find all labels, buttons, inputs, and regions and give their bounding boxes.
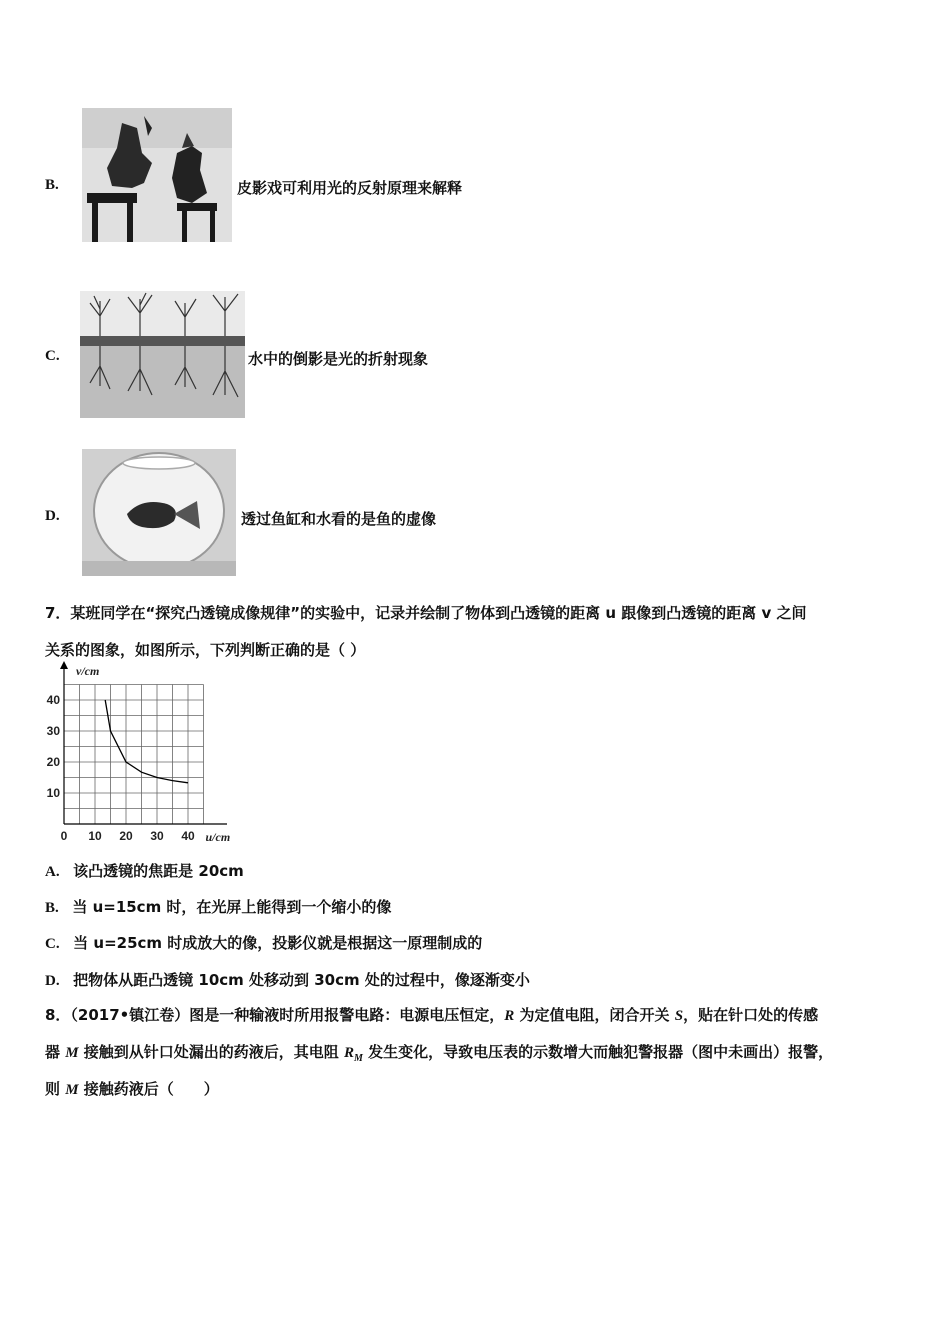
q7-line1: 7．某班同学在“探究凸透镜成像规律”的实验中，记录并绘制了物体到凸透镜的距离 u 跟像到凸透镜的距离 v 之间 (45, 604, 807, 622)
option-c-label: C. (45, 348, 60, 364)
q7-option-a-label: A. (45, 864, 60, 880)
x-tick-label: 0 (60, 829, 68, 843)
y-tick-label: 10 (46, 786, 60, 800)
q8-line3 (45, 1071, 219, 1109)
y-tick-label: 20 (46, 755, 60, 769)
q7-option-d-text: 把物体从距凸透镜 10cm 处移动到 30cm 处的过程中，像逐渐变小 (73, 971, 530, 989)
option-b-label: B. (45, 177, 59, 193)
q8-line2-mid: 接触到从针口处漏出的药液后，其电阻 (78, 1043, 345, 1061)
q8-var-rm: R (344, 1045, 355, 1061)
uv-graph (40, 664, 240, 844)
y-tick-label: 40 (46, 693, 60, 707)
q8-var-s: S (674, 1008, 684, 1024)
x-tick-label: 40 (181, 829, 195, 843)
q7-line2: 关系的图象，如图所示，下列判断正确的是（ ） (45, 641, 366, 659)
y-tick-label: 30 (46, 724, 60, 738)
y-axis-label: v/cm (76, 664, 100, 679)
q8-line1-suffix: ，贴在针口处的传感 (683, 1006, 819, 1024)
x-tick-label: 20 (119, 829, 133, 843)
option-d-label: D. (45, 508, 60, 524)
uv-curve (105, 700, 188, 783)
q7-option-d (45, 969, 530, 990)
q8-line3-prefix: 则 (45, 1080, 66, 1098)
q7-option-d-label: D. (45, 973, 60, 989)
q7-option-a (45, 860, 244, 881)
q7-option-b (45, 896, 391, 917)
option-d-text: 透过鱼缸和水看的是鱼的虚像 (241, 510, 437, 528)
uv-graph-svg (40, 664, 240, 844)
x-tick-label: 10 (88, 829, 102, 843)
x-axis-label: u/cm (205, 830, 231, 844)
q8-line3-suffix: 接触药液后（ ） (78, 1080, 219, 1098)
q8-line1-prefix: 8．（2017•镇江卷）图是一种输液时所用报警电路：电源电压恒定， (45, 1006, 505, 1024)
q7-option-b-label: B. (45, 900, 59, 916)
q8-line1 (45, 997, 818, 1035)
q7-option-c-text: 当 u=25cm 时成放大的像，投影仪就是根据这一原理制成的 (73, 934, 483, 952)
q8-var-rm-sub: M (354, 1053, 363, 1064)
q8-line2-prefix: 器 (45, 1043, 66, 1061)
q8-line2-suffix: 发生变化，导致电压表的示数增大而触犯警报器（图中未画出）报警， (362, 1043, 834, 1061)
shadow-play-image (82, 108, 232, 242)
q7-option-c-label: C. (45, 936, 60, 952)
option-b-text: 皮影戏可利用光的反射原理来解释 (237, 179, 463, 197)
q7-option-b-text: 当 u=15cm 时，在光屏上能得到一个缩小的像 (72, 898, 392, 916)
q8-line1-mid: 为定值电阻，闭合开关 (514, 1006, 675, 1024)
q7-option-c (45, 932, 482, 953)
q7-option-a-text: 该凸透镜的焦距是 20cm (73, 862, 244, 880)
q8-var-m2: M (65, 1082, 79, 1098)
fishbowl-image (82, 449, 236, 576)
option-c-text: 水中的倒影是光的折射现象 (248, 350, 429, 368)
q8-var-r: R (504, 1008, 515, 1024)
x-tick-label: 30 (150, 829, 164, 843)
q8-var-m: M (65, 1045, 79, 1061)
water-reflection-image (80, 291, 245, 418)
